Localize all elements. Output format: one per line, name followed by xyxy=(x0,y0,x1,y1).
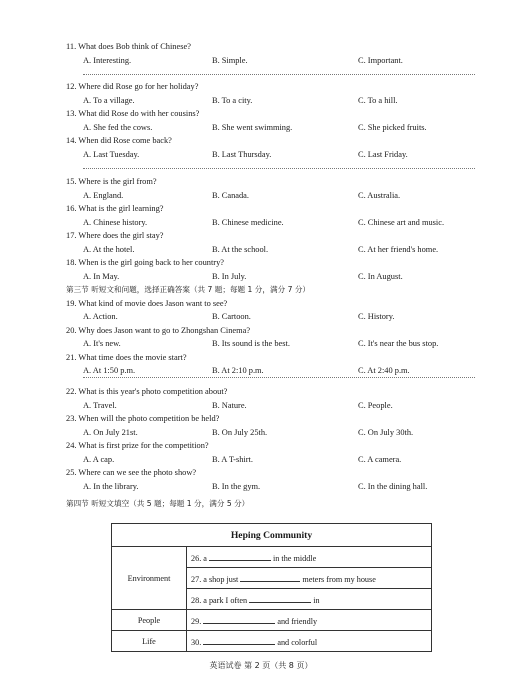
option-a[interactable]: A. At 1:50 p.m. xyxy=(83,366,136,375)
row-26 xyxy=(187,547,432,568)
question-text: 20. Why does Jason want to go to Zhongshan Cinema? xyxy=(66,325,251,335)
option-c[interactable]: C. At 2:40 p.m. xyxy=(358,366,410,375)
option-c[interactable]: C. At her friend's home. xyxy=(358,244,439,254)
question-text: 11. What does Bob think of Chinese? xyxy=(66,42,191,51)
category-life: Life xyxy=(112,631,187,652)
question-text: 12. Where did Rose go for her holiday? xyxy=(66,82,199,91)
option-a[interactable]: A. At the hotel. xyxy=(83,244,135,254)
option-b[interactable]: B. Simple. xyxy=(212,55,248,65)
blank-26[interactable] xyxy=(209,552,271,561)
option-b[interactable]: B. She went swimming. xyxy=(212,122,293,132)
section-divider xyxy=(83,74,475,75)
option-c[interactable]: C. Last Friday. xyxy=(358,149,408,159)
blank-28[interactable] xyxy=(249,594,311,603)
option-b[interactable]: B. Its sound is the best. xyxy=(212,339,290,348)
row-29-text-2: and friendly xyxy=(277,616,318,626)
option-b[interactable]: B. At 2:10 p.m. xyxy=(212,366,264,375)
option-a[interactable]: A. Travel. xyxy=(83,400,117,410)
option-a[interactable]: A. It's new. xyxy=(83,339,121,348)
blank-29[interactable] xyxy=(203,615,275,624)
row-28-text-2: in xyxy=(313,595,320,605)
option-c[interactable]: C. Australia. xyxy=(358,190,401,200)
option-b[interactable]: B. Last Thursday. xyxy=(212,149,272,159)
option-b[interactable]: B. Chinese medicine. xyxy=(212,217,284,227)
option-b[interactable]: B. In the gym. xyxy=(212,481,261,491)
option-b[interactable]: B. Nature. xyxy=(212,400,247,410)
question-text: 18. When is the girl going back to her country? xyxy=(66,258,225,267)
option-a[interactable]: A. Chinese history. xyxy=(83,217,148,227)
question-text: 13. What did Rose do with her cousins? xyxy=(66,109,200,118)
option-b[interactable]: B. Cartoon. xyxy=(212,312,251,321)
row-29 xyxy=(187,610,432,631)
option-c[interactable]: C. History. xyxy=(358,312,395,321)
option-b[interactable]: B. Canada. xyxy=(212,190,249,200)
row-26-text-1: 26. a xyxy=(191,553,207,563)
row-29-text-1: 29. xyxy=(191,616,202,626)
section3-heading: 第三节 听短文和问题，选择正确答案（共 7 题；每题 1 分，满分 7 分） xyxy=(66,285,311,294)
option-c[interactable]: C. It's near the bus stop. xyxy=(358,339,439,348)
question-text: 14. When did Rose come back? xyxy=(66,136,172,145)
option-b[interactable]: B. A T-shirt. xyxy=(212,454,253,464)
question-text: 22. What is this year's photo competition about? xyxy=(66,387,228,396)
question-text: 24. What is first prize for the competition? xyxy=(66,441,209,450)
row-27 xyxy=(187,568,432,589)
row-30 xyxy=(187,631,432,652)
option-c[interactable]: C. On July 30th. xyxy=(358,427,414,437)
row-27-text-2: meters from my house xyxy=(302,574,376,584)
option-c[interactable]: C. In the dining hall. xyxy=(358,481,428,491)
question-text: 21. What time does the movie start? xyxy=(66,352,187,362)
option-c[interactable]: C. Important. xyxy=(358,55,403,65)
blank-30[interactable] xyxy=(203,636,275,645)
row-27-text-1: 27. a shop just xyxy=(191,574,239,584)
option-a[interactable]: A. England. xyxy=(83,190,124,200)
option-a[interactable]: A. Action. xyxy=(83,312,118,321)
question-text: 15. Where is the girl from? xyxy=(66,177,157,186)
option-c[interactable]: C. People. xyxy=(358,400,393,410)
heping-community-table xyxy=(111,523,432,652)
row-30-text-2: and colorful xyxy=(277,637,318,647)
row-30-text-1: 30. xyxy=(191,637,202,647)
option-b[interactable]: B. To a city. xyxy=(212,95,253,105)
option-c[interactable]: C. A camera. xyxy=(358,454,402,464)
option-b[interactable]: B. On July 25th. xyxy=(212,427,268,437)
section-divider xyxy=(83,168,475,169)
row-28-text-1: 28. a park I often xyxy=(191,595,248,605)
question-text: 23. When will the photo competition be held? xyxy=(66,414,220,423)
row-28 xyxy=(187,589,432,610)
option-a[interactable]: A. She fed the cows. xyxy=(83,122,153,132)
option-a[interactable]: A. A cap. xyxy=(83,454,115,464)
table-title: Heping Community xyxy=(112,524,432,547)
option-c[interactable]: C. She picked fruits. xyxy=(358,122,427,132)
question-text: 16. What is the girl learning? xyxy=(66,204,164,213)
option-a[interactable]: A. Last Tuesday. xyxy=(83,149,140,159)
option-b[interactable]: B. At the school. xyxy=(212,244,269,254)
option-a[interactable]: A. To a village. xyxy=(83,95,135,105)
category-people: People xyxy=(112,610,187,631)
option-a[interactable]: A. In May. xyxy=(83,271,120,281)
option-a[interactable]: A. Interesting. xyxy=(83,55,132,65)
page-footer: 英语试卷 第 2 页（共 8 页） xyxy=(209,661,313,670)
option-c[interactable]: C. To a hill. xyxy=(358,95,398,105)
question-text: 25. Where can we see the photo show? xyxy=(66,468,197,477)
option-b[interactable]: B. In July. xyxy=(212,271,247,281)
blank-27[interactable] xyxy=(240,573,300,582)
row-26-text-2: in the middle xyxy=(273,553,317,563)
question-text: 17. Where does the girl stay? xyxy=(66,231,164,240)
question-text: 19. What kind of movie does Jason want to see? xyxy=(66,298,228,308)
option-a[interactable]: A. On July 21st. xyxy=(83,427,138,437)
section4-heading: 第四节 听短文填空（共 5 题；每题 1 分，满分 5 分） xyxy=(66,499,250,508)
option-a[interactable]: A. In the library. xyxy=(83,481,139,491)
option-c[interactable]: C. Chinese art and music. xyxy=(358,217,445,227)
category-environment: Environment xyxy=(112,547,187,610)
option-c[interactable]: C. In August. xyxy=(358,271,403,281)
section-divider xyxy=(83,377,475,378)
